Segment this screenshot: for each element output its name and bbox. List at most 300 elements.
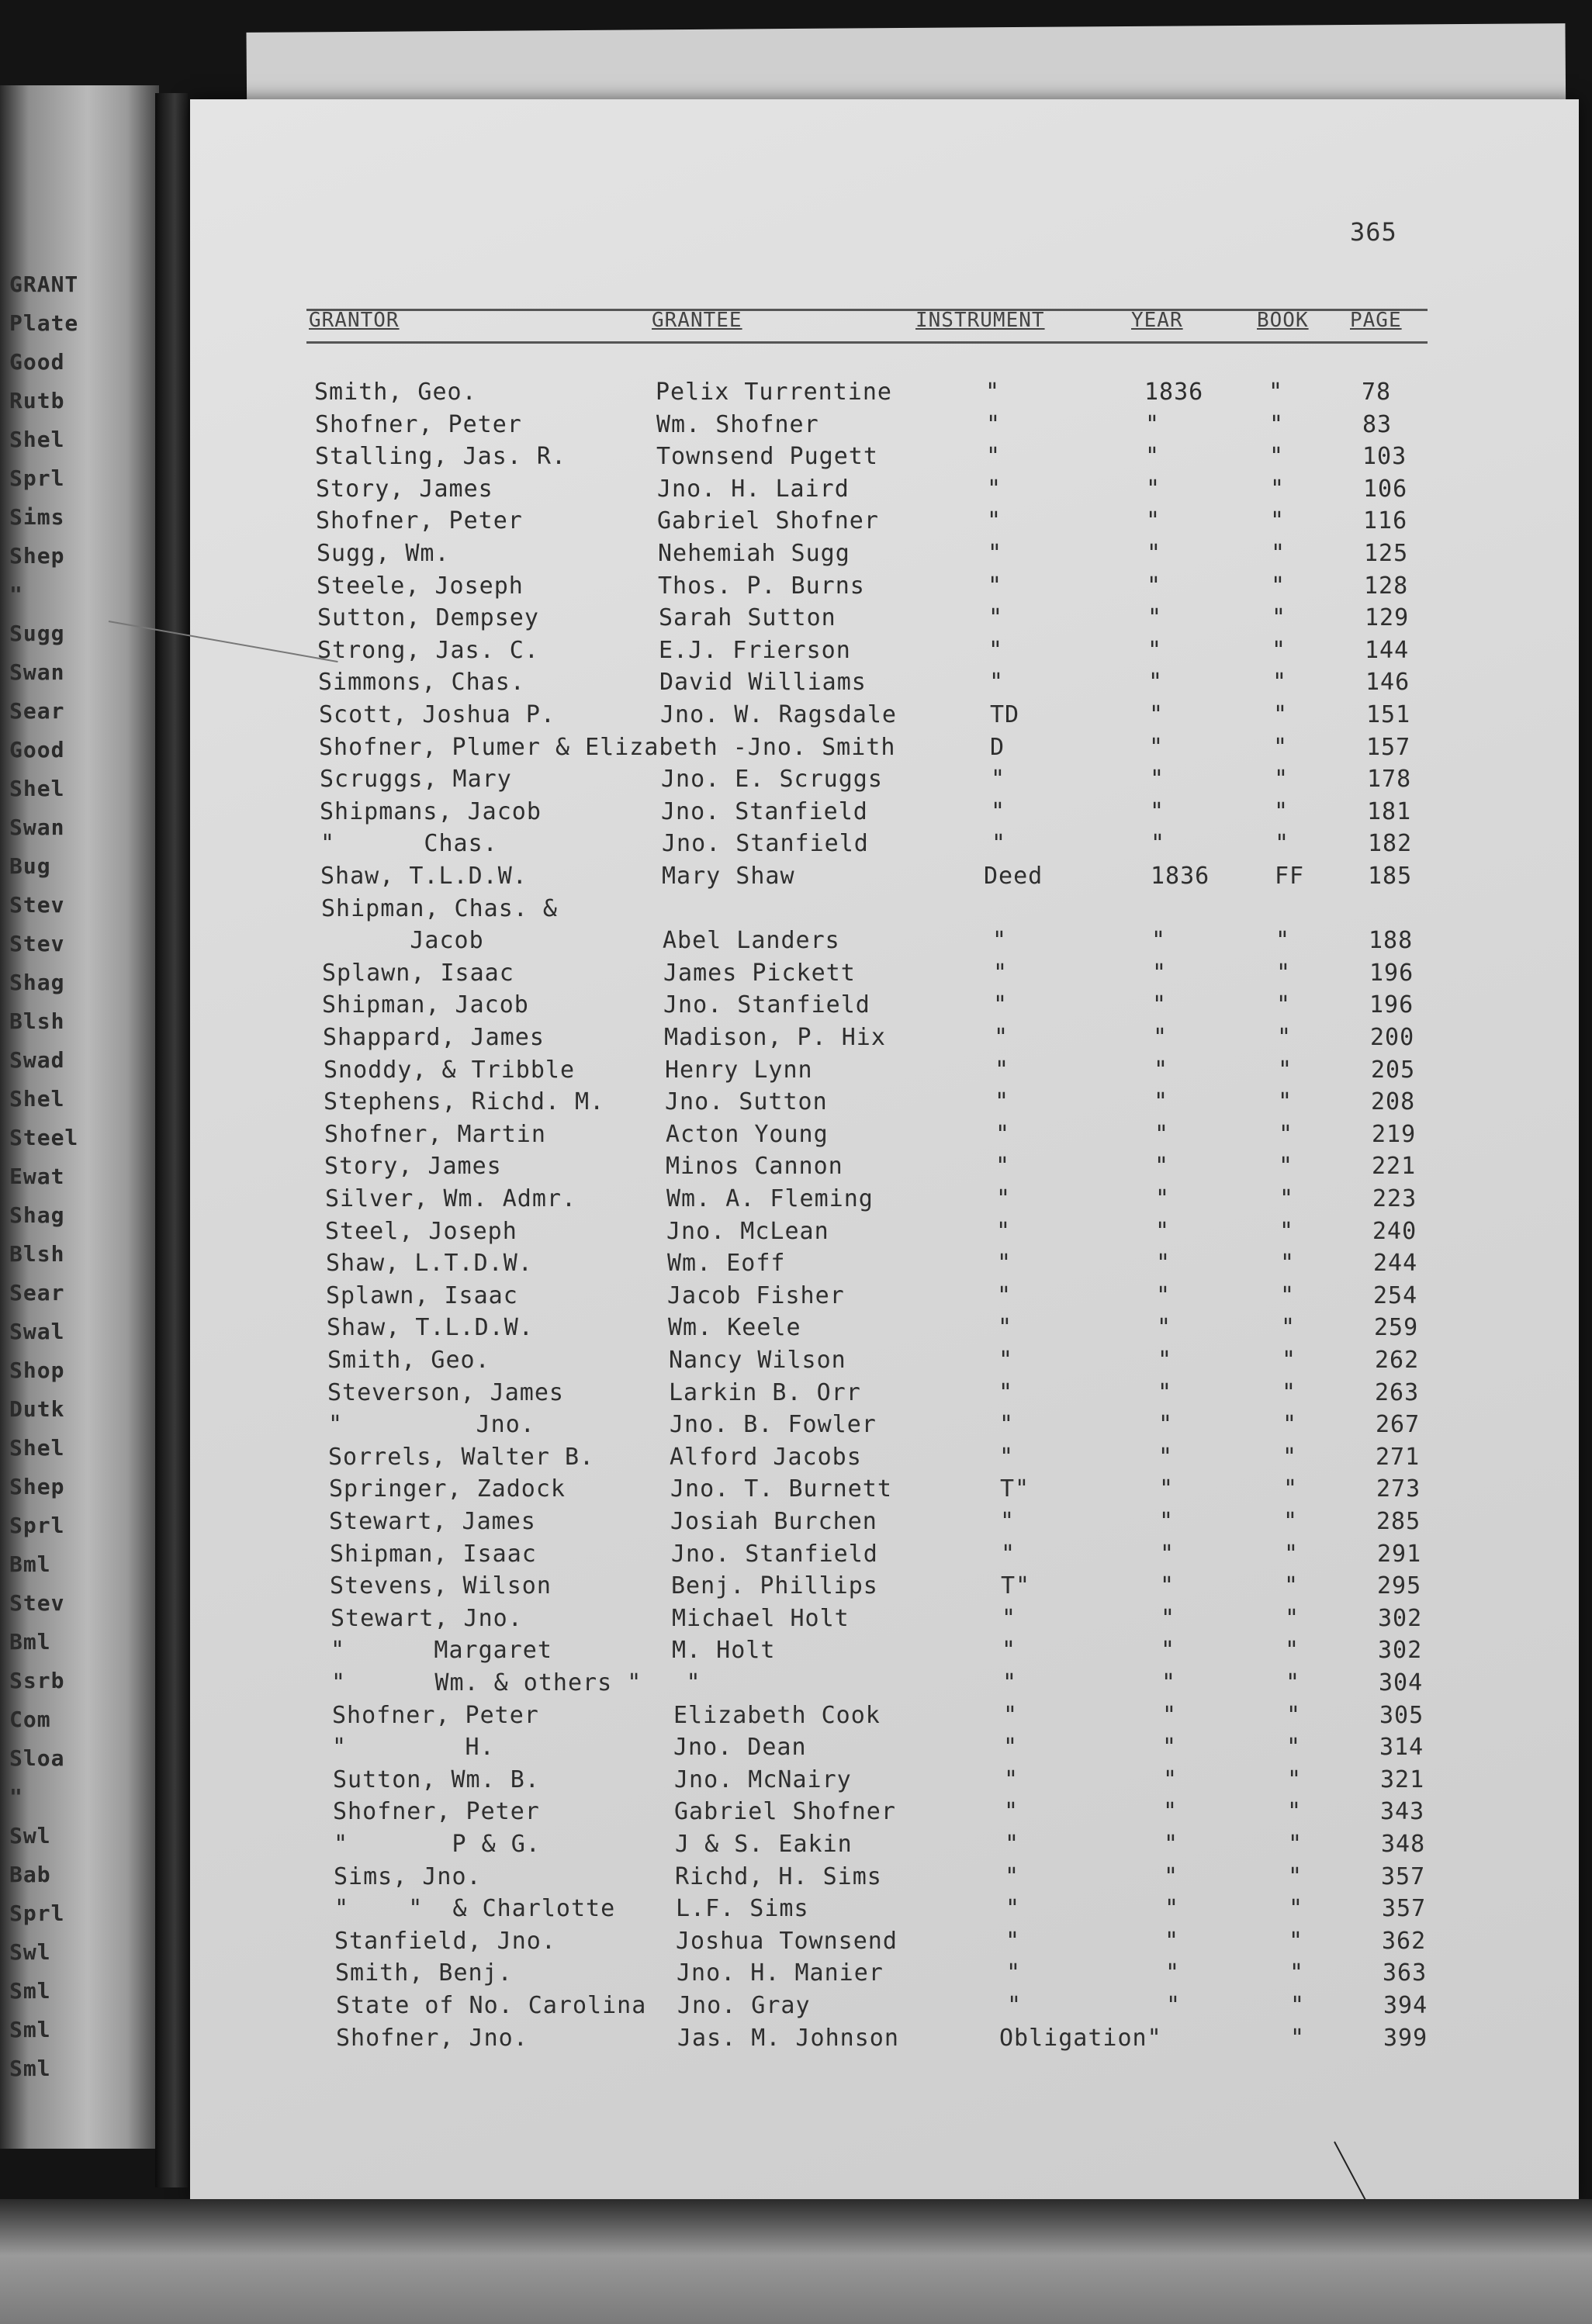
cell-year: "	[1154, 1153, 1170, 1181]
cell-page: 83	[1362, 410, 1393, 438]
cell-grantee: Jno. T. Burnett	[670, 1475, 892, 1503]
cell-grantor: Stalling, Jas. R.	[315, 443, 567, 471]
cell-book: "	[1274, 766, 1289, 794]
cell-year: 1836	[1144, 379, 1204, 406]
table-row	[0, 669, 1592, 700]
cell-grantee: Henry Lynn	[665, 1056, 813, 1084]
cell-grantee: Minos Cannon	[666, 1153, 843, 1181]
cell-grantor: " Wm. & others " "	[331, 1669, 701, 1696]
table-row	[0, 1024, 1592, 1055]
cell-grantor: Sorrels, Walter B.	[328, 1443, 595, 1471]
cell-page: 196	[1369, 959, 1414, 987]
cell-page: 181	[1367, 797, 1412, 825]
table-row	[0, 1928, 1592, 1959]
cell-year: "	[1161, 1669, 1177, 1696]
cell-grantor: Shappard, James	[323, 1024, 545, 1051]
left-page-fragment: Sml	[9, 2017, 51, 2042]
table-row	[0, 1637, 1592, 1668]
left-page-fragment: GRANT	[9, 271, 79, 297]
left-page-fragment: Bab	[9, 1862, 51, 1887]
cell-year: "	[1161, 1604, 1176, 1632]
cell-instrument: "	[1004, 1798, 1019, 1826]
cell-book: "	[1278, 1088, 1293, 1116]
cell-book: "	[1282, 1347, 1297, 1374]
cell-book: "	[1275, 927, 1291, 955]
left-page-fragment: Rutb	[9, 388, 65, 413]
left-page-fragment: Sear	[9, 698, 65, 724]
cell-page: 267	[1376, 1411, 1421, 1439]
cell-book: "	[1282, 1411, 1298, 1439]
left-page-fragment: Sugg	[9, 621, 65, 646]
cell-instrument: "	[995, 1153, 1011, 1181]
cell-page: 106	[1363, 475, 1408, 503]
cell-year: "	[1161, 1637, 1176, 1665]
cell-grantee: Jno. McNairy	[674, 1765, 852, 1793]
cell-instrument: "	[996, 1185, 1012, 1212]
left-page-fragment: Shel	[9, 776, 65, 801]
cell-grantor: Story, James	[324, 1153, 502, 1181]
cell-year: "	[1147, 604, 1163, 632]
table-row	[0, 1411, 1592, 1442]
left-page-fragment: "	[9, 582, 23, 607]
table-row	[0, 2025, 1592, 2056]
cell-grantor: Steele, Joseph	[317, 572, 524, 600]
cell-year: "	[1162, 1701, 1178, 1729]
cell-instrument: "	[992, 830, 1007, 858]
cell-grantor: Smith, Geo.	[314, 379, 477, 406]
left-page-fragment: Shop	[9, 1357, 65, 1383]
table-row	[0, 476, 1592, 507]
cell-year: 1836	[1151, 863, 1210, 890]
cell-book: "	[1284, 1540, 1300, 1568]
left-page-fragment: Blsh	[9, 1241, 65, 1267]
table-row	[0, 766, 1592, 797]
cell-instrument: "	[989, 669, 1005, 697]
cell-grantor: Story, James	[316, 475, 493, 503]
cell-book: "	[1275, 830, 1290, 858]
cell-grantor: Simmons, Chas.	[318, 669, 525, 697]
cell-grantor: Shofner, Peter	[316, 507, 523, 535]
cell-instrument: "	[988, 540, 1003, 567]
cell-instrument: "	[1004, 1765, 1019, 1793]
cell-grantor: " Jno.	[328, 1411, 535, 1439]
left-page-fragment: Stev	[9, 1590, 65, 1616]
cell-book: "	[1289, 1959, 1305, 1987]
cell-instrument: "	[1005, 1895, 1021, 1923]
cell-book: "	[1281, 1314, 1296, 1342]
cell-instrument: "	[991, 797, 1006, 825]
cell-page: 321	[1380, 1765, 1425, 1793]
cell-year: "	[1151, 830, 1166, 858]
cell-year: "	[1154, 1088, 1169, 1116]
cell-instrument: "	[997, 1281, 1012, 1309]
table-row	[0, 1121, 1592, 1152]
left-page-fragment: Sprl	[9, 1513, 65, 1538]
cell-page: 314	[1379, 1734, 1424, 1762]
cell-grantor: Scott, Joshua P.	[319, 701, 555, 728]
cell-page: 304	[1379, 1669, 1424, 1696]
cell-grantee: Mary Shaw	[662, 863, 795, 890]
cell-instrument: "	[1003, 1734, 1019, 1762]
cell-year: "	[1159, 1475, 1175, 1503]
cell-grantee: Alford Jacobs	[670, 1443, 862, 1471]
cell-book: "	[1279, 1153, 1294, 1181]
cell-grantor: Scruggs, Mary	[320, 766, 512, 794]
cell-grantee: Abel Landers	[663, 927, 840, 955]
cell-book: "	[1268, 379, 1284, 406]
cell-book: "	[1289, 1927, 1304, 1955]
cell-grantee: Jno. Sutton	[665, 1088, 828, 1116]
cell-grantor: " Chas.	[320, 830, 498, 858]
table-row	[0, 701, 1592, 732]
cell-grantee: Jno. Stanfield	[662, 830, 869, 858]
cell-grantee: Wm. Shofner	[656, 410, 819, 438]
cell-instrument: "	[1006, 1959, 1022, 1987]
cell-grantee: Sarah Sutton	[659, 604, 836, 632]
cell-page: 357	[1382, 1895, 1427, 1923]
cell-page: 362	[1382, 1927, 1427, 1955]
cell-year: "	[1150, 797, 1165, 825]
cell-year: "	[1156, 1250, 1172, 1278]
cell-grantee: Richd, H. Sims	[675, 1862, 882, 1890]
cell-instrument: "	[1007, 1992, 1023, 2019]
cell-grantee: Nehemiah Sugg	[658, 540, 850, 567]
table-row	[0, 1669, 1592, 1700]
cell-grantee: J & S. Eakin	[675, 1831, 853, 1858]
cell-grantor: Shofner, Jno.	[336, 2024, 528, 2052]
cell-page: 271	[1376, 1443, 1421, 1471]
header-year: YEAR	[1131, 309, 1183, 332]
cell-book: "	[1285, 1604, 1300, 1632]
cell-year: "	[1164, 1831, 1179, 1858]
cell-year: "	[1153, 1024, 1168, 1051]
cell-grantee: Jno. Gray	[677, 1992, 811, 2019]
cell-instrument: "	[999, 1411, 1015, 1439]
cell-instrument: "	[996, 1217, 1012, 1245]
cell-grantee: Jno. H. Laird	[657, 475, 850, 503]
cell-grantee: Nancy Wilson	[669, 1347, 846, 1374]
cell-book: FF	[1275, 863, 1305, 890]
table-row	[0, 1798, 1592, 1829]
cell-grantee: Thos. P. Burns	[658, 572, 865, 600]
cell-grantor: Shipman, Isaac	[330, 1540, 537, 1568]
cell-year: "	[1158, 1378, 1173, 1406]
left-page-fragment: Plate	[9, 310, 79, 336]
cell-grantee: Jno. H. Manier	[677, 1959, 884, 1987]
cell-page: 348	[1381, 1831, 1426, 1858]
cell-instrument: "	[995, 1088, 1010, 1116]
cell-year: "	[1163, 1798, 1178, 1826]
cell-book: "	[1274, 797, 1289, 825]
cell-grantor: Shipman, Jacob	[322, 991, 529, 1019]
cell-page: 128	[1364, 572, 1409, 600]
cell-instrument: "	[998, 1347, 1014, 1374]
cell-book: "	[1288, 1862, 1303, 1890]
cell-year: "	[1145, 410, 1161, 438]
cell-grantor: " " & Charlotte	[334, 1895, 616, 1923]
table-row	[0, 1572, 1592, 1603]
table-row	[0, 1734, 1592, 1765]
cell-year: "	[1160, 1572, 1175, 1600]
cell-grantor: Shipmans, Jacob	[320, 797, 542, 825]
table-row	[0, 637, 1592, 668]
cell-book: "	[1279, 1120, 1294, 1148]
cell-instrument: "	[992, 927, 1008, 955]
cell-page: 262	[1375, 1347, 1420, 1374]
cell-year: "	[1165, 1927, 1180, 1955]
table-row	[0, 1088, 1592, 1119]
cell-grantee: Jno. Stanfield	[671, 1540, 878, 1568]
left-page-fragment: Swad	[9, 1047, 65, 1073]
cell-book: "	[1286, 1669, 1301, 1696]
cell-grantor: Stevens, Wilson	[330, 1572, 552, 1600]
cell-year: "	[1147, 540, 1162, 567]
cell-grantee: Larkin B. Orr	[669, 1378, 861, 1406]
cell-page: 144	[1365, 636, 1410, 664]
cell-page: 78	[1362, 379, 1392, 406]
cell-page: 273	[1376, 1475, 1421, 1503]
cell-grantee: James Pickett	[663, 959, 856, 987]
cell-grantor: Shofner, Plumer & Elizabeth -Jno. Smith	[319, 733, 896, 761]
cell-year: "	[1159, 1508, 1175, 1535]
table-row	[0, 1831, 1592, 1862]
header-page: PAGE	[1350, 309, 1402, 332]
left-page-fragment: Good	[9, 737, 65, 763]
cell-page: 208	[1371, 1088, 1416, 1116]
table-row	[0, 507, 1592, 538]
cell-year: "	[1146, 507, 1161, 535]
cell-grantor: Sims, Jno.	[334, 1862, 482, 1890]
cell-book: "	[1276, 959, 1292, 987]
header-grantor: GRANTOR	[309, 309, 400, 332]
cell-book: "	[1283, 1475, 1299, 1503]
cell-grantee: Josiah Burchen	[670, 1508, 877, 1535]
cell-book: "	[1280, 1281, 1296, 1309]
cell-grantee: E.J. Frierson	[659, 636, 851, 664]
cell-instrument: "	[1005, 1831, 1020, 1858]
left-page-fragment: Bml	[9, 1629, 51, 1655]
cell-instrument: "	[998, 1378, 1014, 1406]
cell-grantor: Silver, Wm. Admr.	[325, 1185, 577, 1212]
table-row	[0, 960, 1592, 991]
cell-year: "	[1155, 1185, 1171, 1212]
cell-instrument: "	[1002, 1669, 1018, 1696]
left-page-fragment: Shel	[9, 1435, 65, 1461]
cell-year: "	[1160, 1540, 1175, 1568]
cell-instrument: "	[986, 410, 1002, 438]
cell-page: 244	[1373, 1250, 1418, 1278]
cell-grantor: Strong, Jas. C.	[317, 636, 539, 664]
left-page-fragment: Shag	[9, 1202, 65, 1228]
cell-year: "	[1149, 733, 1165, 761]
table-row	[0, 572, 1592, 603]
cell-grantor: Shipman, Chas. &	[321, 894, 558, 922]
cell-page: 305	[1379, 1701, 1424, 1729]
cell-book: "	[1285, 1637, 1300, 1665]
cell-year: "	[1163, 1765, 1178, 1793]
left-page-fragment: Com	[9, 1707, 51, 1732]
cell-page: 188	[1369, 927, 1414, 955]
cell-grantor: " P & G.	[334, 1831, 541, 1858]
cell-year: "	[1158, 1411, 1174, 1439]
cell-instrument: "	[988, 604, 1004, 632]
cell-grantor: Shofner, Peter	[333, 1798, 540, 1826]
cell-page: 285	[1376, 1508, 1421, 1535]
cell-instrument: "	[988, 636, 1004, 664]
cell-grantee: Wm. A. Fleming	[666, 1185, 874, 1212]
cell-grantor: Shofner, Peter	[315, 410, 522, 438]
cell-instrument: "	[1000, 1508, 1016, 1535]
cell-page: 399	[1383, 2024, 1428, 2052]
cell-year: "	[1152, 991, 1168, 1019]
cell-grantor: Sutton, Wm. B.	[333, 1765, 540, 1793]
cell-instrument: "	[997, 1250, 1012, 1278]
cell-book: "	[1290, 1992, 1306, 2019]
cell-year: "	[1148, 669, 1164, 697]
table-row	[0, 1379, 1592, 1410]
table-row	[0, 1766, 1592, 1797]
cell-year: "	[1150, 766, 1165, 794]
cell-page: 146	[1365, 669, 1410, 697]
cell-page: 200	[1370, 1024, 1415, 1051]
cell-page: 263	[1375, 1378, 1420, 1406]
cell-grantor: Smith, Benj.	[335, 1959, 513, 1987]
table-row	[0, 1444, 1592, 1475]
table-row	[0, 927, 1592, 958]
cell-grantor: Shaw, L.T.D.W.	[326, 1250, 533, 1278]
table-row	[0, 1541, 1592, 1572]
table-row	[0, 991, 1592, 1022]
cell-grantor: " H.	[332, 1734, 495, 1762]
cell-page: 182	[1368, 830, 1413, 858]
cell-year: "	[1162, 1734, 1178, 1762]
cell-year: "	[1165, 1959, 1181, 1987]
cell-page: 291	[1377, 1540, 1422, 1568]
table-row	[0, 604, 1592, 635]
cell-instrument: D	[990, 733, 1005, 761]
cell-book: "	[1271, 572, 1286, 600]
cell-page: 240	[1372, 1217, 1417, 1245]
table-row	[0, 411, 1592, 442]
cell-page: 196	[1369, 991, 1414, 1019]
page-number: 365	[1350, 217, 1397, 247]
left-page-fragment: Swal	[9, 1319, 65, 1344]
cell-instrument: "	[998, 1314, 1013, 1342]
cell-book: "	[1278, 1056, 1293, 1084]
cell-year: "	[1145, 443, 1161, 471]
left-page-fragment: Sear	[9, 1280, 65, 1306]
cell-book: "	[1279, 1217, 1295, 1245]
header-book: BOOK	[1257, 309, 1309, 332]
cell-grantee: Benj. Phillips	[671, 1572, 878, 1600]
table-row	[0, 1508, 1592, 1539]
cell-year: "	[1152, 959, 1168, 987]
cell-book: "	[1290, 2024, 1306, 2052]
table-row	[0, 1185, 1592, 1216]
left-page-fragment: Sml	[9, 2056, 51, 2081]
cell-book: "	[1277, 1024, 1293, 1051]
table-row	[0, 798, 1592, 829]
table-row	[0, 1702, 1592, 1733]
cell-instrument: Obligation"	[999, 2024, 1162, 2052]
cell-grantor: Splawn, Isaac	[322, 959, 514, 987]
table-row	[0, 1218, 1592, 1249]
cell-grantor: Smith, Geo.	[327, 1347, 490, 1374]
cell-year: "	[1151, 927, 1167, 955]
cell-grantee: Jno. W. Ragsdale	[660, 701, 897, 728]
cell-book: "	[1280, 1250, 1296, 1278]
cell-book: "	[1270, 507, 1286, 535]
cell-grantor: Shaw, T.L.D.W.	[320, 863, 528, 890]
cell-grantee: Jno. Stanfield	[663, 991, 870, 1019]
cell-year: "	[1154, 1056, 1169, 1084]
left-page-fragment: Shel	[9, 1086, 65, 1112]
cell-book: "	[1276, 991, 1292, 1019]
cell-page: 254	[1373, 1281, 1418, 1309]
table-row	[0, 1895, 1592, 1926]
cell-instrument: "	[994, 1024, 1009, 1051]
cell-grantee: David Williams	[659, 669, 867, 697]
cell-grantee: Jno. Dean	[673, 1734, 807, 1762]
cell-grantee: Joshua Townsend	[676, 1927, 898, 1955]
cell-page: 185	[1368, 863, 1413, 890]
table-row	[0, 1475, 1592, 1506]
cell-book: "	[1282, 1443, 1298, 1471]
cell-page: 205	[1371, 1056, 1416, 1084]
table-row	[0, 1863, 1592, 1894]
cell-book: "	[1287, 1765, 1303, 1793]
cell-year: "	[1156, 1281, 1172, 1309]
cell-book: "	[1272, 636, 1287, 664]
cell-instrument: "	[987, 475, 1002, 503]
cell-grantor: " Margaret	[331, 1637, 552, 1665]
left-page-fragment: Shep	[9, 543, 65, 569]
cell-grantee: Madison, P. Hix	[664, 1024, 886, 1051]
cell-instrument: "	[1002, 1604, 1017, 1632]
cell-year: "	[1158, 1443, 1174, 1471]
cell-grantee: Elizabeth Cook	[673, 1701, 881, 1729]
cell-instrument: Deed	[984, 863, 1043, 890]
left-page-fragment: Stev	[9, 892, 65, 918]
table-row	[0, 1314, 1592, 1345]
table-row	[0, 379, 1592, 410]
cell-book: "	[1288, 1831, 1303, 1858]
cell-instrument: "	[987, 507, 1002, 535]
cell-year: "	[1154, 1120, 1170, 1148]
cell-grantor: Shofner, Peter	[332, 1701, 539, 1729]
header-instrument: INSTRUMENT	[915, 309, 1045, 332]
left-page-fragment: Sprl	[9, 1900, 65, 1926]
left-page-fragment: Dutk	[9, 1396, 65, 1422]
cell-page: 219	[1372, 1120, 1417, 1148]
cell-grantee: Gabriel Shofner	[674, 1798, 896, 1826]
cell-grantor: Shofner, Martin	[324, 1120, 546, 1148]
left-page-fragment: "	[9, 1784, 23, 1810]
cell-grantee: Jno. Stanfield	[661, 797, 868, 825]
cell-instrument: "	[1005, 1927, 1021, 1955]
left-page-fragment: Bug	[9, 853, 51, 879]
table-row	[0, 1605, 1592, 1636]
left-page-fragment: Bml	[9, 1551, 51, 1577]
cell-grantee: Jno. McLean	[666, 1217, 829, 1245]
cell-grantee: Townsend Pugett	[656, 443, 878, 471]
table-row	[0, 1057, 1592, 1088]
table-row	[0, 1959, 1592, 1990]
cell-grantor: Jacob	[321, 927, 484, 955]
cell-grantee: Gabriel Shofner	[657, 507, 879, 535]
cell-grantor: Sutton, Dempsey	[317, 604, 539, 632]
cell-instrument: "	[995, 1056, 1010, 1084]
